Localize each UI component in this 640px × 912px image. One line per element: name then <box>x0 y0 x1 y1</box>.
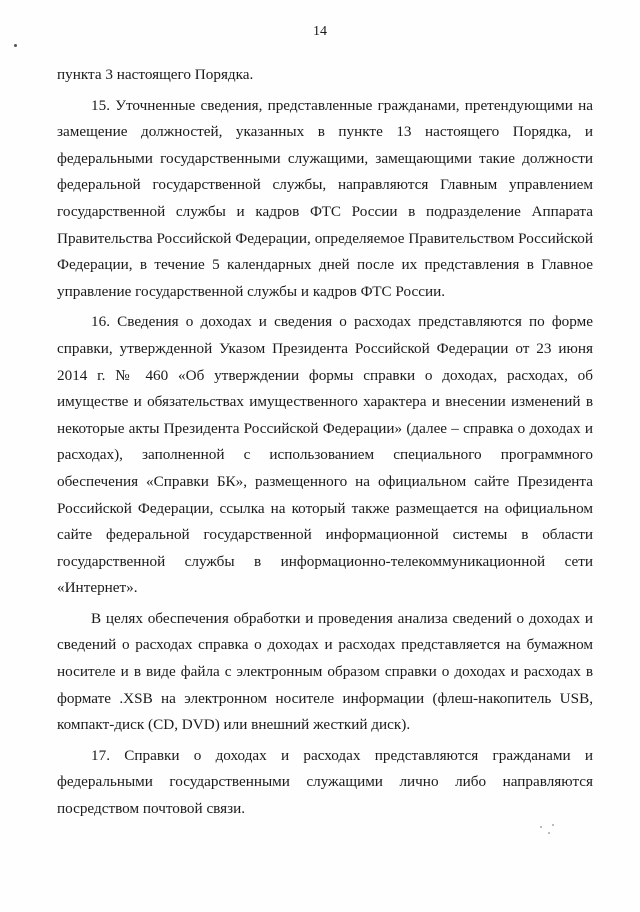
paragraph-17: 17. Справки о доходах и расходах представляются гражданами и федеральными государственными служащими лично либо направляются посредством почтовой связи. <box>57 746 593 818</box>
scan-speck <box>540 826 542 828</box>
page-number: 14 <box>313 24 327 39</box>
paragraph-16-continued: В целях обеспечения обработки и проведения анализа сведений о доходах и сведений о расходах справка о доходах и расходах представляется на бумажном носителе и в виде файла с электронным образом справки о доходах и расходах в формате .XSB на электронном носителе информации (флеш-накопитель USB, компакт-диск (CD, DVD) или внешний жесткий диск). <box>57 609 593 734</box>
paragraph-continuation: пункта 3 настоящего Порядка. <box>57 66 254 83</box>
scan-speck <box>548 832 550 834</box>
paragraph-15: 15. Уточненные сведения, представленные гражданами, претендующими на замещение должностей, указанных в пункте 13 настоящего Порядка, и федеральными государственными служащими, замещающими такие должности федеральной государственной службы, направляются Главным управлением государственной службы и кадров ФТС России в подразделение Аппарата Правительства Российской Федерации, определяемое Правительством Российской Федерации, в течение 5 календарных дней после их представления в Главное управление государственной службы и кадров ФТС России. <box>57 96 593 300</box>
document-body <box>57 62 593 823</box>
scan-margin-mark <box>14 44 17 47</box>
paragraph-16: 16. Сведения о доходах и сведения о расходах представляются по форме справки, утвержденной Указом Президента Российской Федерации от 23 июня 2014 г. № 460 «Об утверждении формы справки о доходах, расходах, об имуществе и обязательствах имущественного характера и внесении изменений в некоторые акты Президента Российской Федерации» (далее – справка о доходах и расходах), заполненной с использованием специального программного обеспечения «Справки БК», размещенного на официальном сайте Президента Российской Федерации, ссылка на который также размещается на официальном сайте федеральной государственной информационной системы в области государственной службы в информационно-телекоммуникационной сети «Интернет». <box>57 313 593 597</box>
scan-speck <box>552 824 554 826</box>
